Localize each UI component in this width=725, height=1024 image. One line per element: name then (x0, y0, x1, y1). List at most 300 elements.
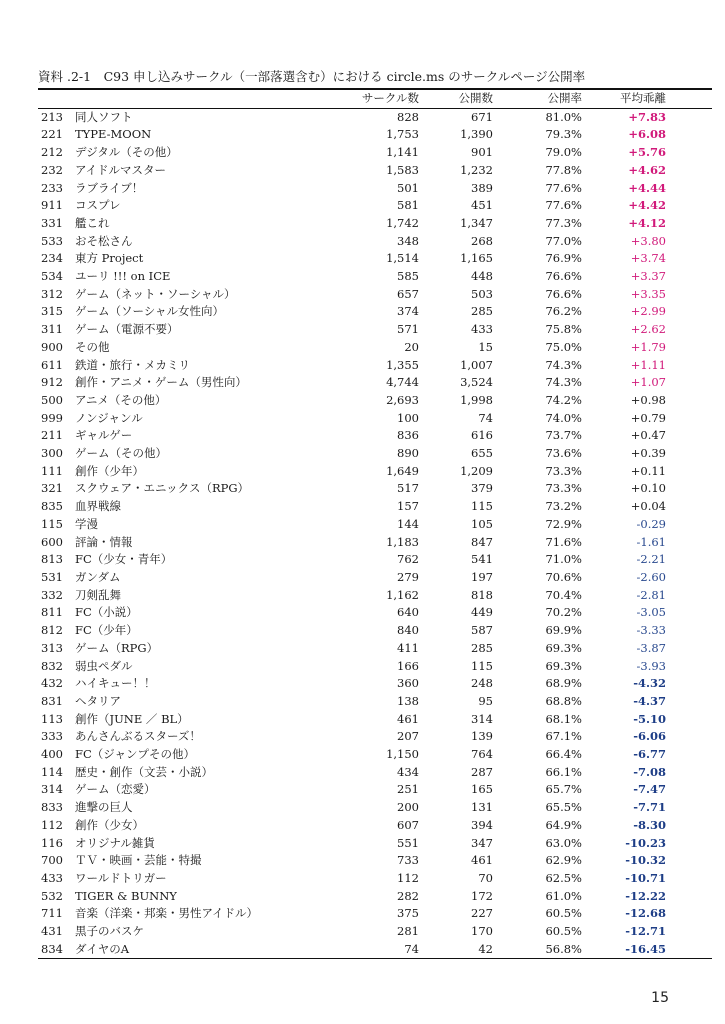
genre-name: 音楽（洋楽・邦楽・男性アイドル） (75, 906, 258, 921)
genre-code: 433 (41, 870, 63, 885)
genre-code: 900 (41, 339, 63, 354)
average-deviation: +0.79 (630, 410, 666, 425)
table-row (38, 888, 712, 906)
table-row (38, 941, 712, 959)
published-count: 105 (471, 516, 493, 531)
publication-rate: 71.6% (545, 534, 582, 549)
published-count: 1,209 (460, 463, 493, 478)
circle-count: 112 (397, 870, 419, 885)
genre-name: あんさんぶるスターズ！ (75, 729, 201, 744)
table-row (38, 463, 712, 481)
genre-name: ゲーム（ソーシャル女性向） (75, 304, 225, 319)
table-row (38, 445, 712, 463)
genre-name: 同人ソフト (75, 109, 133, 124)
average-deviation: -2.81 (636, 587, 666, 602)
genre-name: コスプレ (75, 198, 121, 213)
circle-count: 157 (397, 499, 419, 514)
table-row (38, 339, 712, 357)
circle-publication-table (38, 88, 712, 959)
publication-rate: 62.5% (545, 870, 582, 885)
average-deviation: +4.42 (628, 198, 666, 213)
publication-rate: 65.7% (545, 782, 582, 797)
genre-code: 835 (41, 499, 63, 514)
average-deviation: -7.47 (633, 782, 666, 797)
genre-code: 213 (41, 109, 63, 124)
average-deviation: +1.79 (630, 339, 666, 354)
circle-count: 360 (397, 676, 419, 691)
publication-rate: 79.0% (545, 145, 582, 160)
publication-rate: 56.8% (545, 941, 582, 956)
published-count: 1,232 (460, 162, 493, 177)
genre-code: 533 (41, 233, 63, 248)
publication-rate: 62.9% (545, 853, 582, 868)
table-row (38, 180, 712, 198)
published-count: 818 (471, 587, 493, 602)
genre-name: 学漫 (75, 516, 98, 531)
publication-rate: 77.0% (545, 233, 582, 248)
genre-name: ゲーム（ネット・ソーシャル） (75, 286, 236, 301)
publication-rate: 76.9% (545, 251, 582, 266)
circle-count: 828 (397, 109, 419, 124)
table-row (38, 622, 712, 640)
circle-count: 1,514 (386, 251, 419, 266)
average-deviation: -6.77 (633, 747, 666, 762)
publication-rate: 76.6% (545, 269, 582, 284)
genre-name: 血界戦線 (75, 499, 121, 514)
circle-count: 1,183 (386, 534, 419, 549)
circle-count: 207 (397, 729, 419, 744)
average-deviation: +5.76 (628, 145, 666, 160)
table-row (38, 357, 712, 375)
publication-rate: 77.3% (545, 215, 582, 230)
genre-name: ラブライブ！ (75, 180, 144, 195)
average-deviation: -3.93 (636, 658, 666, 673)
genre-name: アニメ（その他） (75, 392, 167, 407)
genre-code: 611 (41, 357, 63, 372)
publication-rate: 76.2% (545, 304, 582, 319)
circle-count: 144 (397, 516, 419, 531)
average-deviation: -2.60 (636, 569, 666, 584)
circle-count: 434 (397, 764, 419, 779)
genre-code: 315 (41, 304, 63, 319)
average-deviation: -12.71 (625, 924, 666, 939)
genre-code: 116 (41, 835, 63, 850)
genre-name: 創作（JUNE ／ BL） (75, 711, 189, 726)
average-deviation: +0.04 (630, 499, 666, 514)
table-row (38, 250, 712, 268)
page-number: 15 (651, 990, 669, 1006)
header-published: 公開数 (419, 89, 493, 108)
published-count: 901 (471, 145, 493, 160)
circle-count: 374 (397, 304, 419, 319)
published-count: 379 (471, 481, 493, 496)
average-deviation: -4.37 (633, 693, 666, 708)
average-deviation: -12.68 (625, 906, 666, 921)
published-count: 461 (471, 853, 493, 868)
circle-count: 166 (397, 658, 419, 673)
genre-code: 313 (41, 640, 63, 655)
average-deviation: -2.21 (636, 552, 666, 567)
published-count: 287 (471, 764, 493, 779)
published-count: 227 (471, 906, 493, 921)
circle-count: 1,649 (386, 463, 419, 478)
table-row (38, 675, 712, 693)
genre-code: 113 (41, 711, 63, 726)
average-deviation: +6.08 (628, 127, 666, 142)
genre-code: 431 (41, 924, 63, 939)
publication-rate: 76.6% (545, 286, 582, 301)
average-deviation: +3.80 (630, 233, 666, 248)
genre-code: 211 (41, 428, 63, 443)
publication-rate: 81.0% (545, 109, 582, 124)
publication-rate: 68.8% (545, 693, 582, 708)
genre-code: 332 (41, 587, 63, 602)
genre-name: 刀剣乱舞 (75, 587, 121, 602)
published-count: 3,524 (460, 375, 493, 390)
genre-code: 432 (41, 676, 63, 691)
publication-rate: 77.6% (545, 198, 582, 213)
table-row (38, 126, 712, 144)
table-row (38, 268, 712, 286)
table-row (38, 746, 712, 764)
table-row (38, 551, 712, 569)
published-count: 139 (471, 729, 493, 744)
genre-name: ガンダム (75, 569, 121, 584)
header-code (38, 89, 75, 108)
published-count: 115 (471, 499, 493, 514)
published-count: 285 (471, 304, 493, 319)
table-row (38, 693, 712, 711)
circle-count: 138 (397, 693, 419, 708)
genre-code: 711 (41, 906, 63, 921)
genre-code: 700 (41, 853, 63, 868)
genre-code: 811 (41, 605, 63, 620)
circle-count: 375 (397, 906, 419, 921)
publication-rate: 69.3% (545, 640, 582, 655)
circle-count: 1,150 (386, 747, 419, 762)
genre-name: ゲーム（その他） (75, 446, 167, 461)
published-count: 449 (471, 605, 493, 620)
publication-rate: 66.1% (545, 764, 582, 779)
average-deviation: -3.87 (636, 640, 666, 655)
genre-name: 評論・情報 (75, 534, 133, 549)
average-deviation: +1.07 (630, 375, 666, 390)
published-count: 433 (471, 322, 493, 337)
genre-code: 832 (41, 658, 63, 673)
genre-name: デジタル（その他） (75, 145, 178, 160)
genre-name: FC（小説） (75, 605, 138, 620)
genre-code: 232 (41, 162, 63, 177)
genre-code: 212 (41, 145, 63, 160)
genre-code: 221 (41, 127, 63, 142)
circle-count: 607 (397, 817, 419, 832)
genre-name: 艦これ (75, 215, 110, 230)
genre-code: 911 (41, 198, 63, 213)
average-deviation: +0.11 (630, 463, 666, 478)
table-row (38, 516, 712, 534)
publication-rate: 79.3% (545, 127, 582, 142)
average-deviation: +7.83 (628, 109, 666, 124)
table-row (38, 781, 712, 799)
publication-rate: 67.1% (545, 729, 582, 744)
header-row (38, 89, 712, 108)
genre-code: 834 (41, 941, 63, 956)
genre-name: ワールドトリガー (75, 870, 167, 885)
genre-name: ゲーム（電源不要） (75, 322, 179, 337)
publication-rate: 61.0% (545, 888, 582, 903)
circle-count: 2,693 (386, 392, 419, 407)
published-count: 503 (471, 286, 493, 301)
publication-rate: 64.9% (545, 817, 582, 832)
published-count: 847 (471, 534, 493, 549)
publication-rate: 77.6% (545, 180, 582, 195)
average-deviation: -7.08 (633, 764, 666, 779)
average-deviation: +3.37 (630, 269, 666, 284)
published-count: 448 (471, 269, 493, 284)
publication-rate: 60.5% (545, 906, 582, 921)
average-deviation: -10.23 (625, 835, 666, 850)
average-deviation: +0.10 (630, 481, 666, 496)
genre-name: ゲーム（RPG） (75, 640, 159, 655)
table-row (38, 534, 712, 552)
genre-name: オリジナル雑貨 (75, 835, 155, 850)
published-count: 616 (471, 428, 493, 443)
table-row (38, 799, 712, 817)
published-count: 131 (471, 800, 493, 815)
genre-code: 812 (41, 623, 63, 638)
average-deviation: -12.22 (625, 888, 666, 903)
header-deviation: 平均乖離 (582, 89, 712, 108)
circle-count: 461 (397, 711, 419, 726)
genre-name: TIGER & BUNNY (75, 888, 177, 903)
published-count: 347 (471, 835, 493, 850)
published-count: 671 (471, 109, 493, 124)
table-row (38, 303, 712, 321)
table-row (38, 233, 712, 251)
published-count: 248 (471, 676, 493, 691)
genre-code: 314 (41, 782, 63, 797)
circle-count: 100 (397, 410, 419, 425)
published-count: 70 (478, 870, 493, 885)
table-row (38, 480, 712, 498)
circle-count: 1,355 (386, 357, 419, 372)
table-row (38, 604, 712, 622)
published-count: 197 (471, 569, 493, 584)
genre-code: 311 (41, 322, 63, 337)
publication-rate: 71.0% (545, 552, 582, 567)
publication-rate: 73.7% (545, 428, 582, 443)
table-row (38, 392, 712, 410)
genre-name: FC（ジャンプその他） (75, 747, 196, 762)
genre-code: 115 (41, 516, 63, 531)
publication-rate: 74.3% (545, 375, 582, 390)
genre-code: 833 (41, 800, 63, 815)
publication-rate: 63.0% (545, 835, 582, 850)
table-header (38, 89, 712, 108)
average-deviation: +4.44 (628, 180, 666, 195)
table-row (38, 764, 712, 782)
circle-count: 251 (397, 782, 419, 797)
table-row (38, 711, 712, 729)
genre-code: 534 (41, 269, 63, 284)
published-count: 115 (471, 658, 493, 673)
genre-name: FC（少女・青年） (75, 552, 173, 567)
genre-name: 進撃の巨人 (75, 800, 133, 815)
genre-code: 234 (41, 251, 63, 266)
genre-name: FC（少年） (75, 623, 138, 638)
genre-name: 黒子のバスケ (75, 924, 144, 939)
average-deviation: +0.39 (630, 446, 666, 461)
publication-rate: 73.2% (545, 499, 582, 514)
table-row (38, 144, 712, 162)
circle-count: 1,742 (386, 215, 419, 230)
publication-rate: 77.8% (545, 162, 582, 177)
table-row (38, 108, 712, 126)
genre-name: ＴＶ・映画・芸能・特撮 (75, 853, 202, 868)
genre-code: 112 (41, 817, 63, 832)
header-genre (75, 89, 331, 108)
genre-code: 831 (41, 693, 63, 708)
average-deviation: -10.71 (625, 870, 666, 885)
average-deviation: -6.06 (633, 729, 666, 744)
publication-rate: 75.8% (545, 322, 582, 337)
published-count: 1,998 (460, 392, 493, 407)
circle-count: 585 (397, 269, 419, 284)
table-row (38, 162, 712, 180)
published-count: 172 (471, 888, 493, 903)
publication-rate: 70.4% (545, 587, 582, 602)
genre-name: 創作（少年） (75, 463, 144, 478)
genre-code: 300 (41, 446, 63, 461)
average-deviation: +4.62 (628, 162, 666, 177)
circle-count: 4,744 (386, 375, 419, 390)
average-deviation: -0.29 (636, 516, 666, 531)
table-row (38, 321, 712, 339)
table-row (38, 587, 712, 605)
circle-count: 581 (397, 198, 419, 213)
published-count: 1,347 (460, 215, 493, 230)
genre-code: 321 (41, 481, 63, 496)
table-row (38, 923, 712, 941)
genre-name: 東方 Project (75, 251, 144, 266)
circle-count: 1,753 (386, 127, 419, 142)
published-count: 285 (471, 640, 493, 655)
circle-count: 501 (397, 180, 419, 195)
average-deviation: -7.71 (633, 800, 666, 815)
published-count: 587 (471, 623, 493, 638)
table-row (38, 817, 712, 835)
genre-code: 333 (41, 729, 63, 744)
genre-name: 鉄道・旅行・メカミリ (75, 357, 190, 372)
header-rate: 公開率 (493, 89, 582, 108)
circle-count: 517 (397, 481, 419, 496)
circle-count: 571 (397, 322, 419, 337)
published-count: 268 (471, 233, 493, 248)
circle-count: 640 (397, 605, 419, 620)
published-count: 1,390 (460, 127, 493, 142)
average-deviation: -1.61 (636, 534, 666, 549)
publication-rate: 74.3% (545, 357, 582, 372)
circle-count: 1,141 (386, 145, 419, 160)
published-count: 74 (478, 410, 493, 425)
circle-count: 281 (397, 924, 419, 939)
table-row (38, 410, 712, 428)
genre-code: 532 (41, 888, 63, 903)
table-row (38, 728, 712, 746)
publication-rate: 68.1% (545, 711, 582, 726)
publication-rate: 74.2% (545, 392, 582, 407)
table-body (38, 108, 712, 959)
genre-name: ユーリ !!! on ICE (75, 269, 171, 284)
published-count: 1,007 (460, 357, 493, 372)
publication-rate: 73.3% (545, 481, 582, 496)
genre-name: スクウェア・エニックス（RPG） (75, 481, 250, 496)
average-deviation: +4.12 (628, 215, 666, 230)
average-deviation: -16.45 (625, 941, 666, 956)
genre-name: 創作（少女） (75, 817, 144, 832)
circle-count: 279 (397, 569, 419, 584)
header-total: サークル数 (331, 89, 419, 108)
publication-rate: 70.2% (545, 605, 582, 620)
genre-code: 111 (41, 463, 63, 478)
publication-rate: 69.9% (545, 623, 582, 638)
average-deviation: +0.98 (630, 392, 666, 407)
genre-name: ダイヤのA (75, 941, 130, 956)
genre-name: ゲーム（恋愛） (75, 782, 156, 797)
table-row (38, 835, 712, 853)
genre-name: TYPE-MOON (75, 127, 152, 142)
publication-rate: 75.0% (545, 339, 582, 354)
average-deviation: -3.33 (636, 623, 666, 638)
genre-name: 弱虫ペダル (75, 658, 133, 673)
genre-name: 歴史・創作（文芸・小説） (75, 764, 213, 779)
genre-name: その他 (75, 339, 110, 354)
publication-rate: 74.0% (545, 410, 582, 425)
circle-count: 74 (404, 941, 419, 956)
publication-rate: 65.5% (545, 800, 582, 815)
circle-count: 551 (397, 835, 419, 850)
circle-count: 348 (397, 233, 419, 248)
average-deviation: +3.74 (630, 251, 666, 266)
table-row (38, 658, 712, 676)
genre-code: 400 (41, 747, 63, 762)
circle-count: 890 (397, 446, 419, 461)
genre-code: 531 (41, 569, 63, 584)
table-row (38, 852, 712, 870)
genre-code: 233 (41, 180, 63, 195)
genre-code: 114 (41, 764, 63, 779)
genre-code: 912 (41, 375, 63, 390)
table-row (38, 905, 712, 923)
genre-code: 500 (41, 392, 63, 407)
table-caption: 資料 .2-1 C93 申し込みサークル（一部落選含む）における circle.ms のサークルページ公開率 (38, 69, 586, 84)
published-count: 394 (471, 817, 493, 832)
average-deviation: +2.62 (630, 322, 666, 337)
average-deviation: -5.10 (633, 711, 666, 726)
published-count: 42 (478, 941, 493, 956)
published-count: 1,165 (460, 251, 493, 266)
circle-count: 1,162 (386, 587, 419, 602)
published-count: 95 (478, 693, 493, 708)
publication-rate: 72.9% (545, 516, 582, 531)
published-count: 314 (471, 711, 493, 726)
circle-count: 657 (397, 286, 419, 301)
average-deviation: +0.47 (630, 428, 666, 443)
circle-count: 200 (397, 800, 419, 815)
table-row (38, 427, 712, 445)
published-count: 541 (471, 552, 493, 567)
published-count: 165 (471, 782, 493, 797)
